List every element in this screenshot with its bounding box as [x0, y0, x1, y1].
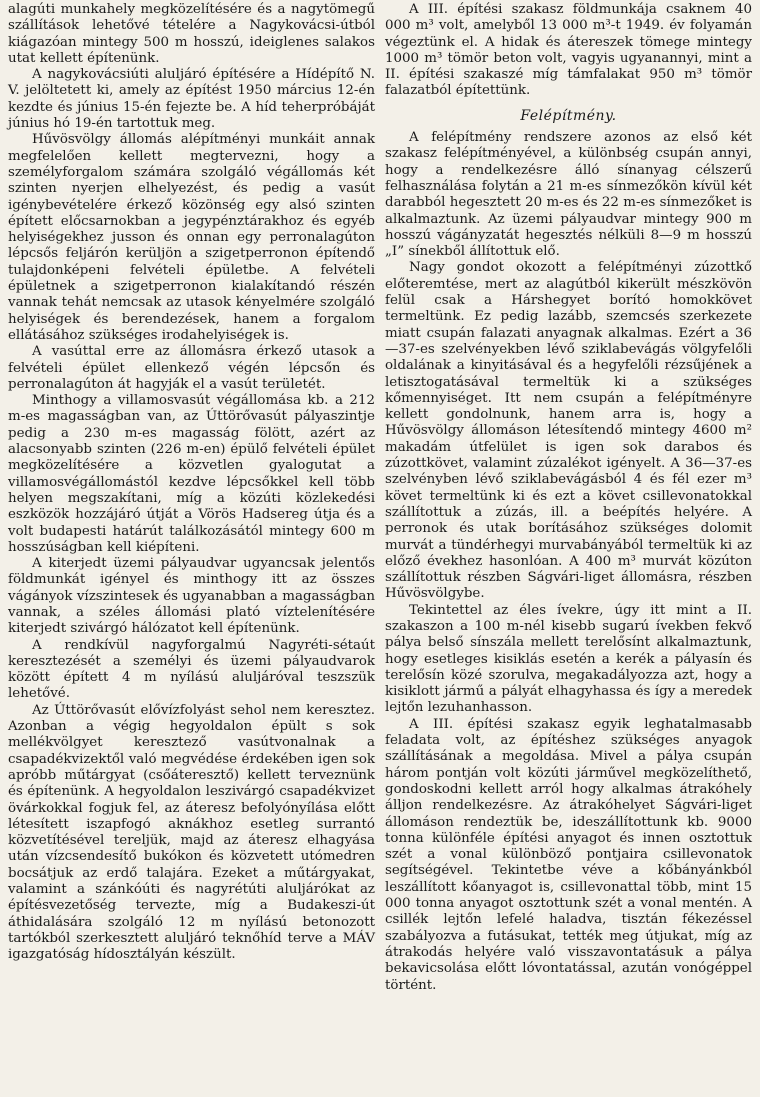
- paragraph: alagúti munkahely megközelítésére és a nagytömegű szállítások lehetővé tételére a Nagykovácsi-útból kiágazóan mintegy 500 m hosszú, ideiglenes salakos utat kellett építenünk.: [8, 2, 375, 66]
- paragraph: A III. építési szakasz földmunkája csaknem 40 000 m³ volt, amelyből 13 000 m³-t 1949. év folyamán végeztünk el. A hidak és átereszek tömege mintegy 1000 m³ tömör beton volt, vagyis ugyanannyi, mint a II. építési szakaszé míg támfalakat 950 m³ tömör falazatból építettünk.: [385, 2, 752, 99]
- paragraph: A III. építési szakasz egyik leghatalmasabb feladata volt, az építéshez szükséges anyagok szállításának a megoldása. Mivel a pálya csupán három pontján volt közúti járművel megközelíthető, gondoskodni kellett arról hogy alkalmas átrakóhely álljon rendelkezésre. Az átrakóhelyet Ságvári-liget állomáson rendeztük be, ideszállítottunk kb. 9000 tonna különféle építési anyagot és innen osztottuk szét a vonal különböző pontjaira csillevonatok segítségével. Tekintetbe véve a kőbányánkból leszállított kőanyagot is, csillevonattal több, mint 15 000 tonna anyagot osztottunk szét a vonal mentén. A csillék lejtőn lefelé haladva, tisztán fékezéssel szabályozva a futásukat, tették meg útjukat, míg az átrakodás helyére való visszavontatásuk a pálya bekavicsolása előtt lóvontatással, azután vonógéppel történt.: [385, 716, 752, 993]
- right-column: [385, 2, 752, 1097]
- section-heading: Felépítmény.: [520, 107, 617, 124]
- paragraph: A vasúttal erre az állomásra érkező utasok a felvételi épület ellenkező végén lépcsőn és perronalagúton át hagyják el a vasút területét.: [8, 344, 375, 392]
- paragraph: Tekintettel az éles ívekre, úgy itt mint a II. szakaszon a 100 m-nél kisebb sugarú ívekben fekvő pálya belső sínszála mellett terelősínt alkalmaztunk, hogy esetleges kisiklás esetén a kerék a pályasín és terelősín közé szorulva, megakadályozza azt, hogy a kisiklott jármű a pályát elhagyhassa és így a meredek lejtőn lezuhanhasson.: [385, 602, 752, 716]
- left-column: [8, 2, 375, 1097]
- paragraph: A kiterjedt üzemi pályaudvar ugyancsak jelentős földmunkát igényel és minthogy itt az összes vágányok vízszintesek és ugyanabban a magasságban vannak, a széles állomási plató víztelenítésére kiterjedt szivárgó hálózatot kell építenünk.: [8, 556, 375, 637]
- paragraph: Minthogy a villamosvasút végállomása kb. a 212 m-es magasságban van, az Úttörővasút pályaszintje pedig a 230 m-es magasság fölött, azért az alacsonyabb szinten (226 m-en) épülő felvételi épület megközelítésére a közvetlen gyalogutat a villamosvégállomástól kezdve lépcsőkkel kell több helyen megszakítani, míg a közúti közlekedési eszközök hozzájáró útját a Vörös Hadsereg útja és a volt budapesti határút találkozásától mintegy 600 m hosszúságban kell kiépíteni.: [8, 393, 375, 555]
- paragraph: A felépítmény rendszere azonos az első két szakasz felépítményével, a különbség csupán annyi, hogy a rendelkezésre álló sínanyag célszerű felhasználása folytán a 21 m-es sínmezőkön kívül két darabból hegesztett 20 m-es és 22 m-es sínmezőket is alkalmaztunk. Az üzemi pályaudvar mintegy 900 m hosszú vágányzatát hegesztés nélküli 8—9 m hosszú „I” sínekből állítottuk elő.: [385, 130, 752, 260]
- paragraph: A nagykovácsiúti aluljáró építésére a Hídépítő N. V. jelöltetett ki, amely az építést 1950 március 12-én kezdte és június 15-én fejezte be. A híd teherpróbáját június hó 19-én tartottuk meg.: [8, 67, 375, 132]
- paragraph: Hűvösvölgy állomás alépítményi munkáit annak megfelelően kellett megtervezni, hogy a személyforgalom számára szolgáló végállomás két szinten nyerjen elhelyezést, és pedig a vasút igénybevételére érkező közönség egy alsó szinten épített előcsarnokban a jegypénztárakhoz és egyéb helyiségekhez jusson és onnan egy perronalagúton lépcsős feljárón kerüljön a szigetperronon építendő tulajdonképeni felvételi épületbe. A felvételi épületnek a szigetperronon kialakítandó részén vannak tehát nemcsak az utasok kényelmére szolgáló helyiségek és berendezések, hanem a forgalom ellátásához szükséges irodahelyiségek is.: [8, 132, 375, 343]
- paragraph: Az Úttörővasút elővízfolyást sehol nem keresztez. Azonban a végig hegyoldalon épült s sok mellékvölgyet keresztező vasútvonalnak a csapadékvizektől való megvédése érdekében igen sok apróbb műtárgyat (csőáteresztő) kellett terveznünk és építenünk. A hegyoldalon leszivárgó csapadékvizet övárkokkal fogjuk fel, az áteresz befolyónyílása előtt létesített iszapfogó aknákhoz esetleg surrantó közvetítésével tereljük, majd az áteresz elhagyása után vízcsendesítő bukókon és közvetett utómedren bocsátjuk az erdő talajára. Ezeket a műtárgyakat, valamint a szánkóúti és nagyrétúti aluljárókat az építésvezetőség tervezte, míg a Budakeszi-út áthidalására szolgáló 12 m nyílású betonozott tartókból szerkesztett aluljáró teknőhíd terve a MÁV igazgatóság hídosztályán készült.: [8, 702, 375, 963]
- paragraph: Nagy gondot okozott a felépítményi zúzottkő előteremtése, mert az alagútból kikerült mészkövön felül csak a Hárshegyet borító homokkövet termeltünk. Ez pedig lazább, szemcsés szerkezete miatt csupán falazati anyagnak alkalmas. Ezért a 36—37-es szelvényekben lévő sziklabevágás völgyfelőli oldalának a kinyitásával és a hegyfelőli rézsűjének a letisztogatásával termeltük ki a szükséges kőmennyiséget. Itt nem csupán a felépítményre kellett gondolnunk, hanem arra is, hogy a Hűvösvölgy állomáson létesítendő mintegy 4600 m² makadám útfelület is igen sok darabos és zúzottkövet, valamint zúzalékot igényelt. A 36—37-es szelvényben lévő sziklabevágásból 4 és fél ezer m³ követ termeltünk ki és ezt a követ csillevonatokkal szállítottuk a zúzás, ill. a beépítés helyére. A perronok és utak borításához szükséges dolomit murvát a tündérhegyi murvabányából termeltük ki az előző évekhez hasonlóan. A 400 m³ murvát közúton szállítottuk részben Ságvári-liget állomásra, részben Hűvösvölgybe.: [385, 260, 752, 602]
- paragraph: A rendkívül nagyforgalmú Nagyréti-sétaút keresztezését a személyi és üzemi pályaudvarok között épített 4 m nyílású aluljáróval teszszük lehetővé.: [8, 637, 375, 702]
